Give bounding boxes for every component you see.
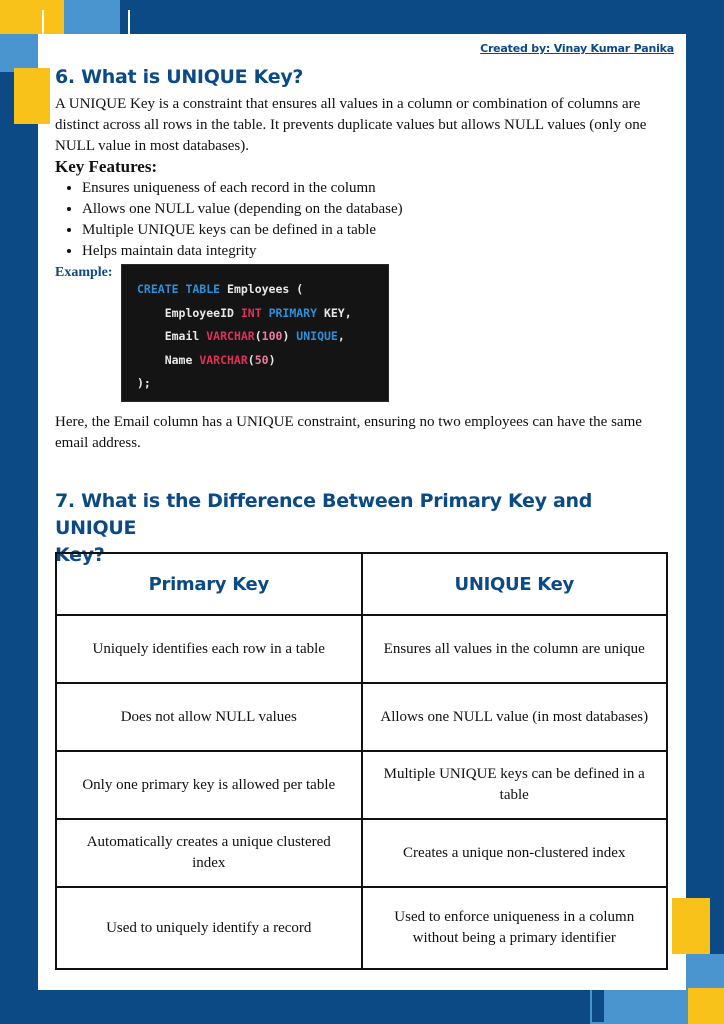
code-line: EmployeeID INT PRIMARY KEY,: [137, 305, 352, 320]
author-credit[interactable]: Created by: Vinay Kumar Panika: [480, 42, 674, 55]
q7-title-line2: Key?: [55, 544, 105, 566]
code-line: CREATE TABLE Employees (: [137, 282, 304, 296]
column-header-primary-key: Primary Key: [56, 553, 362, 615]
corner-decor-bottom-right-yellow: [688, 988, 724, 1024]
table-row: [56, 887, 667, 969]
table-cell: Used to uniquely identify a record: [56, 887, 362, 969]
table-cell: Creates a unique non-clustered index: [362, 819, 668, 887]
column-header-unique-key: UNIQUE Key: [362, 553, 668, 615]
left-yellow-accent: [14, 68, 50, 124]
example-label: Example:: [55, 265, 113, 280]
table-cell: Multiple UNIQUE keys can be defined in a table: [362, 751, 668, 819]
code-line: );: [137, 376, 151, 390]
code-line: Name VARCHAR(50): [137, 352, 276, 367]
table-cell: Automatically creates a unique clustered index: [56, 819, 362, 887]
right-yellow-accent: [672, 898, 710, 954]
list-item: • Ensures uniqueness of each record in the column: [82, 178, 403, 199]
table-row: [56, 683, 667, 751]
document-page: [38, 34, 686, 990]
table-row: [56, 751, 667, 819]
q6-intro: A UNIQUE Key is a constraint that ensures all values in a column or combination of columns are distinct across all rows in the table. It prevents duplicate values but allows NULL values (only one NULL value in most databases).: [55, 96, 647, 154]
sql-code-snippet: [121, 264, 389, 402]
list-item: • Allows one NULL value (depending on the database): [82, 199, 403, 220]
q6-explanation: Here, the Email column has a UNIQUE constraint, ensuring no two employees can have the same email address.: [55, 414, 642, 451]
key-features-list: [55, 178, 403, 262]
q6-title: 6. What is UNIQUE Key?: [55, 66, 304, 88]
list-item: • Multiple UNIQUE keys can be defined in a table: [82, 220, 403, 241]
corner-decor-right-blue: [686, 954, 724, 988]
table-cell: Used to enforce uniqueness in a column without being a primary identifier: [362, 887, 668, 969]
corner-decor-bottom-right-block: [604, 988, 688, 1024]
corner-decor-left-blue: [0, 34, 38, 72]
table-row: [56, 819, 667, 887]
key-features-heading: Key Features:: [55, 157, 158, 176]
table-cell: Allows one NULL value (in most databases): [362, 683, 668, 751]
table-row: [56, 615, 667, 683]
list-item: • Helps maintain data integrity: [82, 241, 403, 262]
comparison-table: [55, 552, 668, 970]
table-cell: Ensures all values in the column are unique: [362, 615, 668, 683]
table-cell: Does not allow NULL values: [56, 683, 362, 751]
table-cell: Only one primary key is allowed per table: [56, 751, 362, 819]
code-line: Email VARCHAR(100) UNIQUE,: [137, 329, 345, 343]
q7-title-line1: 7. What is the Difference Between Primary Key and UNIQUE: [55, 490, 593, 539]
table-cell: Uniquely identifies each row in a table: [56, 615, 362, 683]
